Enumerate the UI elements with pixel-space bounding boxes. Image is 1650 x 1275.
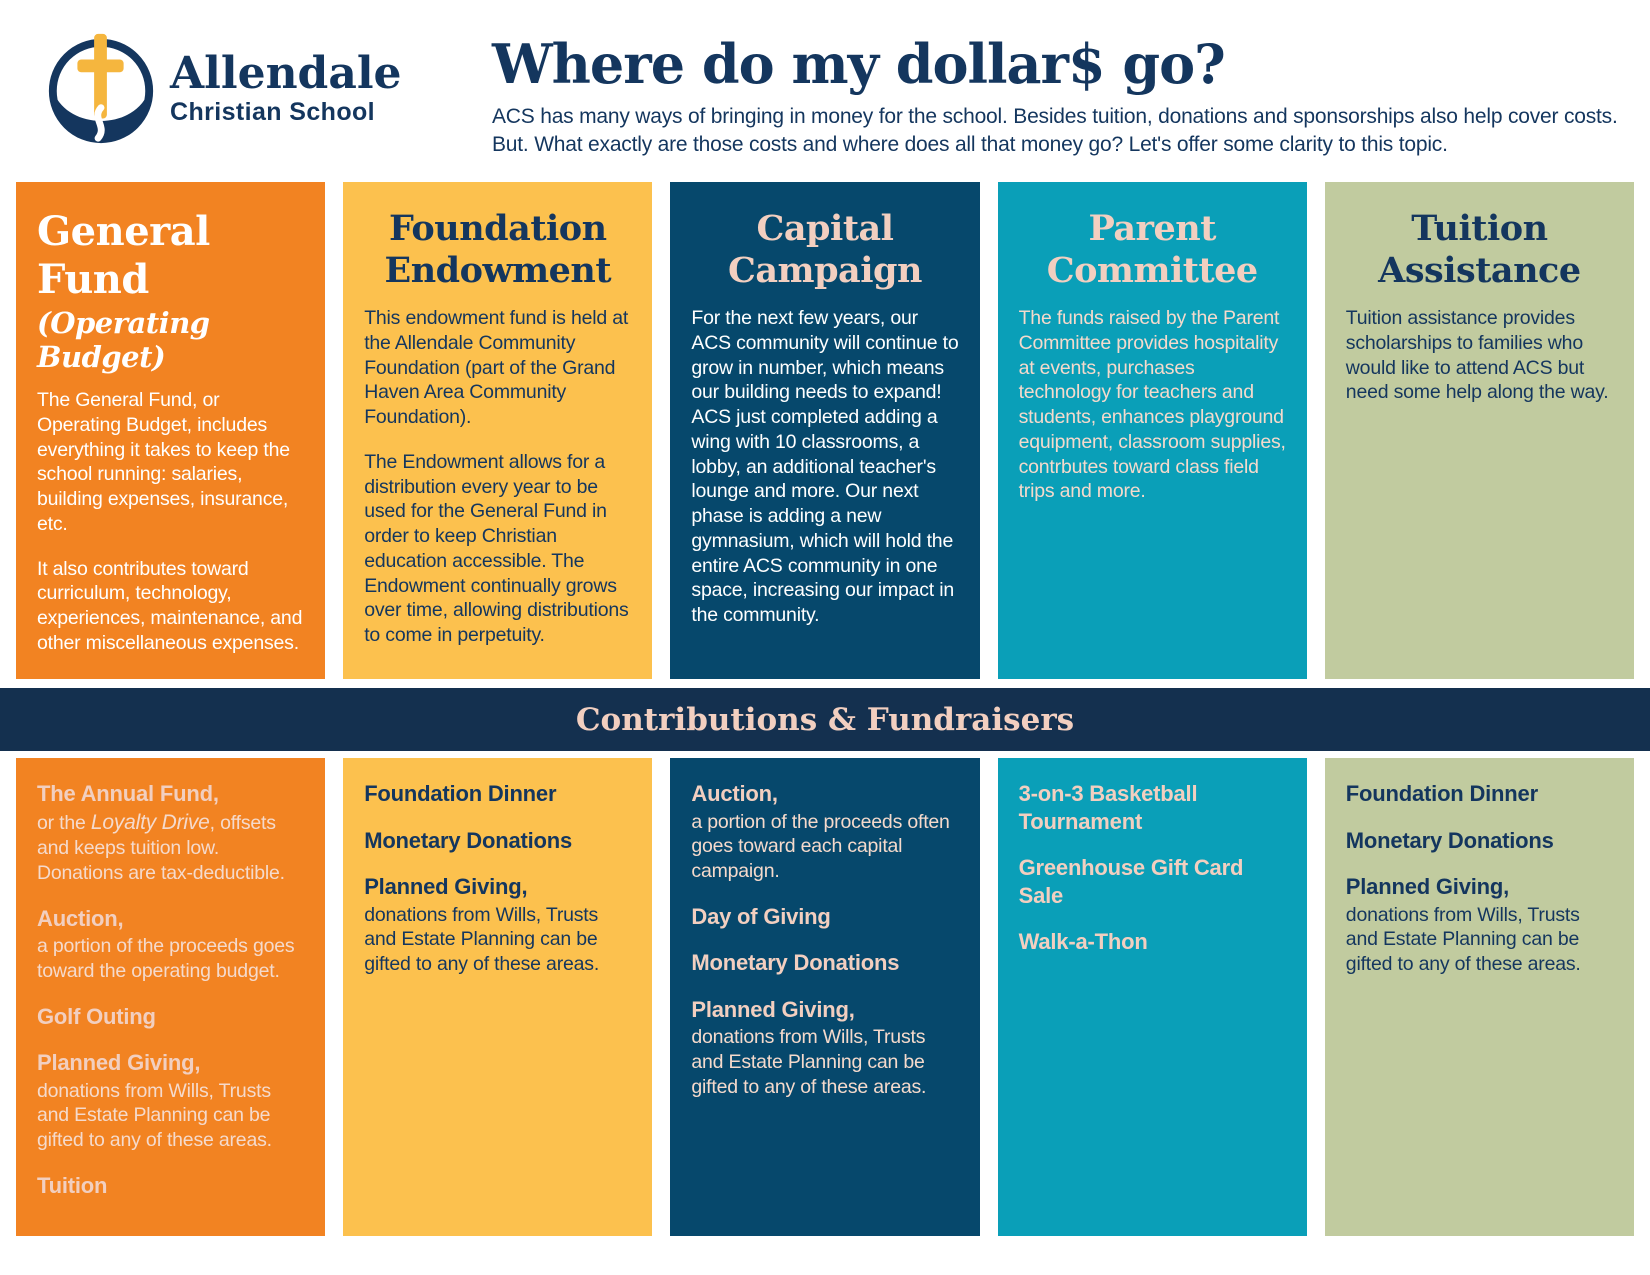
card-title: Capital Campaign <box>728 208 922 291</box>
card-paragraph: The General Fund, or Operating Budget, includes everything it takes to keep the school running: salaries, building expenses, insurance, etc. <box>37 389 290 535</box>
brand-text <box>170 47 402 127</box>
card-paragraph: Tuition assistance provides scholarships to families who would like to attend ACS but need some help along the way. <box>1345 307 1609 404</box>
fundraiser-desc <box>37 810 304 886</box>
fundraisers-row <box>0 758 1650 1236</box>
card-capital-campaign <box>670 182 979 679</box>
fundraiser-item <box>364 780 631 808</box>
fundraiser-item <box>37 1049 304 1153</box>
fundraiser-item <box>1346 873 1613 977</box>
fundraiser-desc: donations from Wills, Trusts and Estate Planning can be gifted to any of these areas. <box>1345 903 1581 975</box>
fundraiser-item <box>364 873 631 977</box>
card-paragraph: This endowment fund is held at the Allendale Community Foundation (part of the Grand Haven Area Community Foundation). <box>364 307 629 428</box>
title-block <box>492 30 1620 159</box>
fundraiser-item <box>691 996 958 1100</box>
fundraiser-desc: donations from Wills, Trusts and Estate Planning can be gifted to any of these areas. <box>37 1079 272 1152</box>
fundraiser-label: The Annual Fund, <box>37 781 219 806</box>
fundraiser-label: 3-on-3 Basketball Tournament <box>1018 781 1198 834</box>
fundraisers-capital-campaign <box>670 758 979 1236</box>
page-subtitle: ACS has many ways of bringing in money for the school. Besides tuition, donations and sponsorships also help cover costs. But. What exactly are those costs and where does all that money go? Let's offer some clarity to this topic. <box>492 104 1618 156</box>
fundraisers-tuition-assistance <box>1325 758 1634 1236</box>
desc-prefix: or the <box>37 811 91 834</box>
fundraiser-label: Planned Giving, <box>364 874 528 899</box>
header <box>0 0 1650 182</box>
fundraiser-item <box>691 780 958 884</box>
fundraiser-label: Foundation Dinner <box>364 781 557 806</box>
fundraisers-parent-committee <box>998 758 1307 1236</box>
fundraiser-label: Planned Giving, <box>37 1050 201 1076</box>
fundraiser-item <box>691 903 958 931</box>
desc-italic: Loyalty Drive <box>90 810 210 834</box>
brand-subname: Christian School <box>170 97 376 126</box>
fundraiser-item <box>37 1172 304 1200</box>
fundraiser-label: Planned Giving, <box>691 996 855 1022</box>
fundraiser-label: Monetary Donations <box>691 950 900 976</box>
fundraiser-item <box>1019 928 1286 956</box>
card-title: Foundation Endowment <box>384 208 612 291</box>
fundraiser-desc: a portion of the proceeds goes toward the operating budget. <box>37 935 295 982</box>
fundraiser-desc: donations from Wills, Trusts and Estate Planning can be gifted to any of these areas. <box>691 1026 927 1098</box>
fundraiser-item <box>37 780 304 886</box>
card-parent-committee <box>998 182 1307 679</box>
fundraiser-label: Walk-a-Thon <box>1018 929 1148 954</box>
fundraisers-general-fund <box>16 758 325 1236</box>
fundraiser-item <box>1019 780 1286 835</box>
fundraiser-label: Golf Outing <box>37 1003 156 1029</box>
fundraiser-item <box>364 827 631 855</box>
cross-circle-logo-icon <box>42 30 160 148</box>
page-title: Where do my dollar$ go? <box>492 32 1225 96</box>
card-paragraph: The Endowment allows for a distribution every year to be used for the General Fund in order to keep Christian education accessible. The Endowment continually grows over time, allowing distributions to come in perpetuity. <box>364 450 629 646</box>
card-general-fund <box>16 182 325 679</box>
fundraiser-desc: donations from Wills, Trusts and Estate Planning can be gifted to any of these areas. <box>364 903 600 975</box>
fundraiser-item <box>1019 854 1286 909</box>
fundraiser-label: Day of Giving <box>691 903 831 929</box>
card-title: Tuition Assistance <box>1378 208 1581 291</box>
funds-row <box>0 182 1650 679</box>
fundraiser-desc: a portion of the proceeds often goes toward each capital campaign. <box>691 810 950 882</box>
fundraiser-label: Auction, <box>691 781 778 806</box>
fundraiser-label: Monetary Donations <box>1345 827 1554 853</box>
fundraiser-item <box>1346 780 1613 808</box>
fundraiser-item <box>37 1003 304 1031</box>
card-title: Parent Committee <box>1046 208 1258 291</box>
card-tuition-assistance <box>1325 182 1634 679</box>
fundraiser-label: Tuition <box>37 1172 108 1198</box>
fundraiser-label: Monetary Donations <box>364 827 573 853</box>
fundraiser-item <box>37 905 304 984</box>
card-paragraph: For the next few years, our ACS community will continue to grow in number, which means our building needs to expand! ACS just completed adding a wing with 10 classrooms, a lobby, an additional teacher's lounge and more. Our next phase is adding a new gymnasium, which will hold the entire ACS community in one space, increasing our impact in the community. <box>691 307 959 626</box>
fundraiser-label: Foundation Dinner <box>1345 781 1538 806</box>
banner-label: Contributions & Fundraisers <box>575 701 1075 738</box>
card-foundation-endowment <box>343 182 652 679</box>
fundraisers-foundation-endowment <box>343 758 652 1236</box>
desc-suffix: , offsets and keeps tuition low. Donations are tax-deductible. <box>37 811 285 884</box>
fundraiser-item <box>1346 827 1613 855</box>
school-logo <box>42 30 450 148</box>
fundraiser-label: Planned Giving, <box>1345 874 1510 899</box>
card-title: General Fund <box>37 208 210 303</box>
fundraiser-label: Greenhouse Gift Card Sale <box>1018 855 1244 908</box>
card-subtitle: (Operating Budget) <box>37 306 210 374</box>
card-paragraph: It also contributes toward curriculum, technology, experiences, maintenance, and other miscellaneous expenses. <box>37 557 303 654</box>
fundraiser-item <box>691 949 958 977</box>
contributions-banner <box>0 688 1650 751</box>
card-paragraph: The funds raised by the Parent Committee provides hospitality at events, purchases technology for teachers and students, enhances playground equipment, classroom supplies, contrbutes toward class field trips and more. <box>1018 307 1286 503</box>
fundraiser-label: Auction, <box>37 905 124 931</box>
brand-name: Allendale <box>170 47 402 99</box>
